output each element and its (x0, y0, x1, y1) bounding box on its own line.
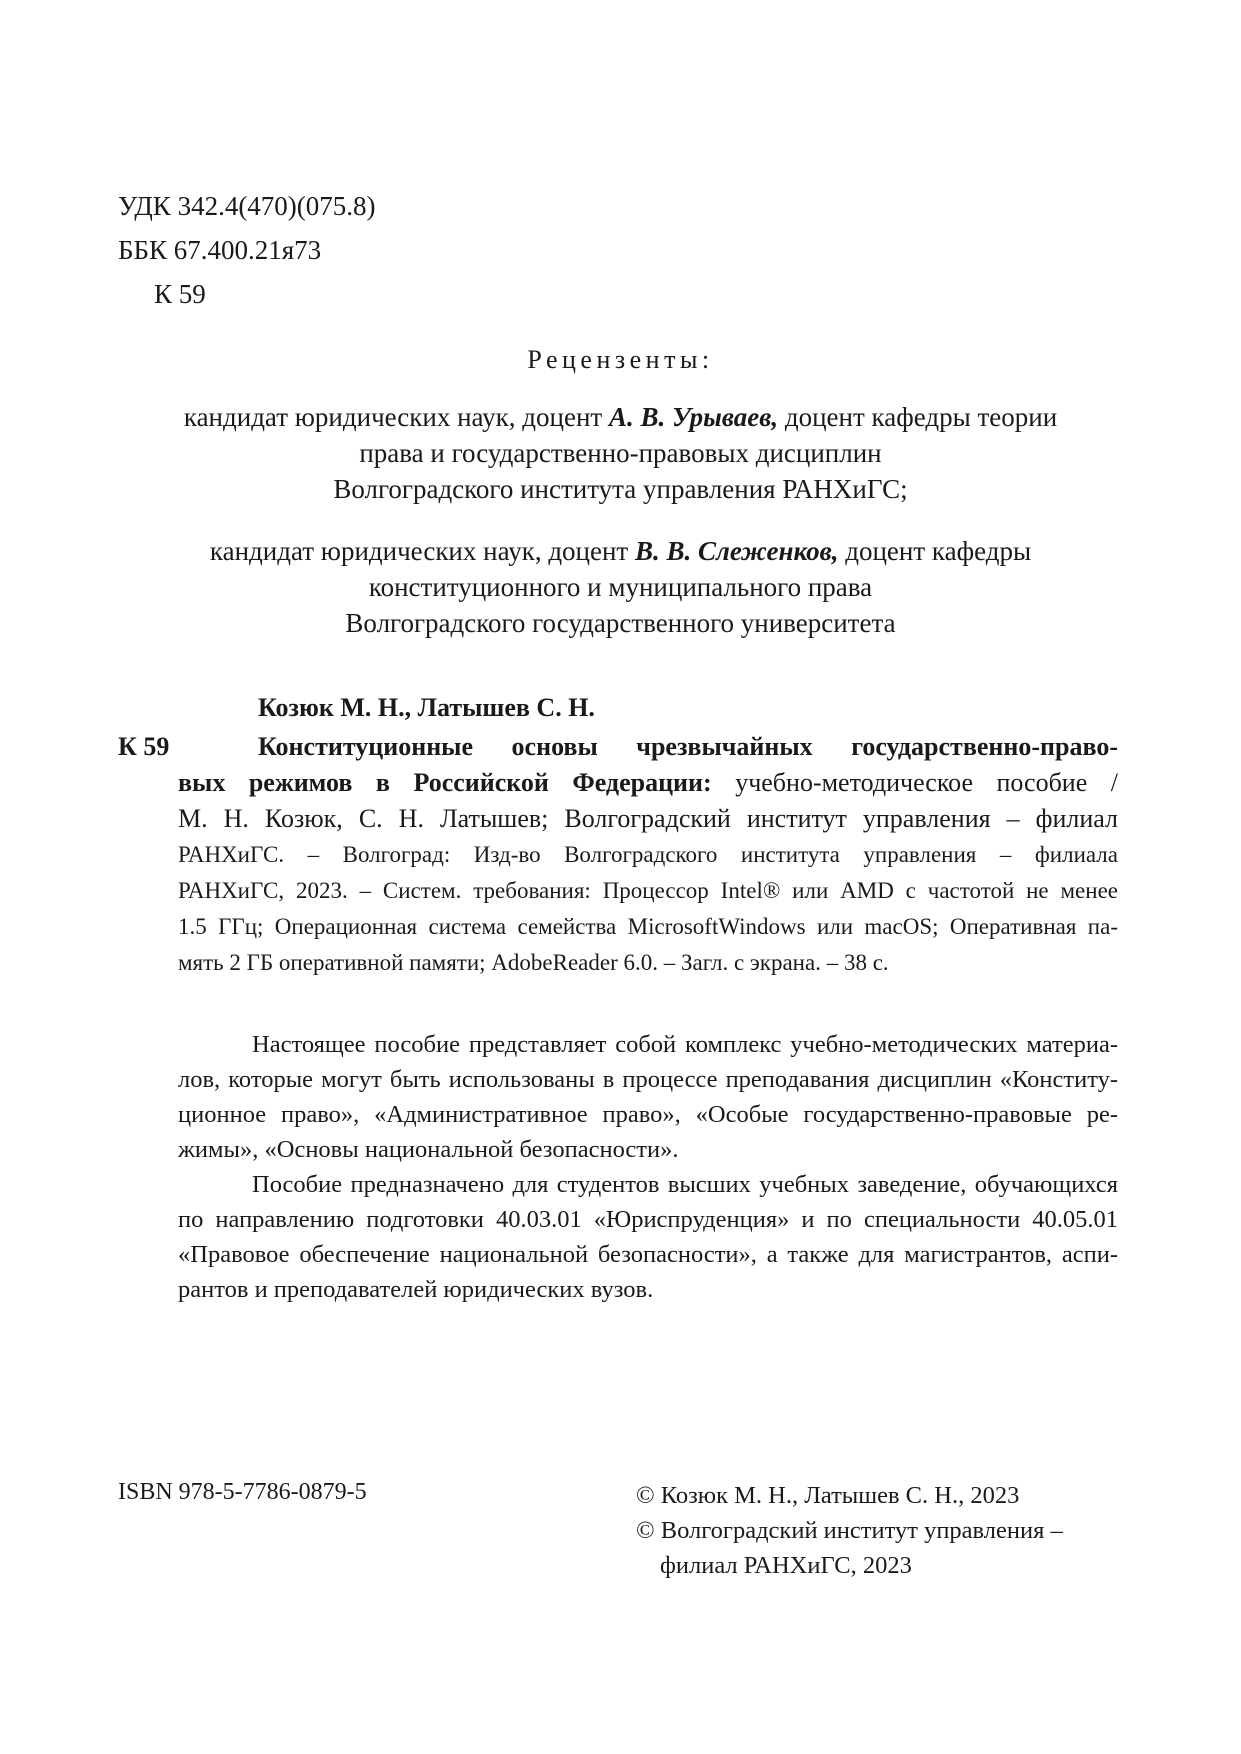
author-mark: К 59 (154, 279, 206, 309)
copyright-block (636, 1478, 1063, 1583)
reviewer-2-line-1: кандидат юридических наук, доцент В. В. Слеженков, доцент кафедры (209, 536, 1032, 566)
reviewer-2 (100, 533, 1141, 641)
reviewer-1-line-3: Волгоградского института управления РАНХиГС; (333, 474, 908, 504)
reviewer-1-line-2: права и государственно-правовых дисциплин (359, 438, 882, 468)
reviewer-2-name: В. В. Слеженков, (634, 536, 839, 566)
authors-heading: Козюк М. Н., Латышев С. Н. (258, 693, 595, 722)
entry-line-4: РАНХиГС. – Волгоград: Изд-во Волгоградского института управления – филиала (178, 842, 1118, 867)
entry-title-line-1: Конституционные основы чрезвычайных государственно-право- (258, 732, 1118, 761)
reviewer-1-line-1: кандидат юридических наук, доцент А. В. Урываев, доцент кафедры теории (183, 402, 1058, 432)
entry-line-7: мять 2 ГБ оперативной памяти; AdobeReader 6.0. – Загл. с экрана. – 38 с. (178, 950, 889, 975)
isbn: ISBN 978-5-7786-0879-5 (118, 1479, 367, 1505)
copyright-institute: © Волгоградский институт управления – (636, 1517, 1063, 1544)
reviewer-2-line-2: конституционного и муниципального права (368, 572, 873, 602)
entry-line-5: РАНХиГС, 2023. – Систем. требования: Процессор Intel® или AMD с частотой не менее (178, 878, 1118, 903)
entry-line-3: М. Н. Козюк, С. Н. Латышев; Волгоградский институт управления – филиал (178, 804, 1118, 833)
reviewer-2-line-3: Волгоградского государственного университета (345, 608, 896, 638)
reviewer-1 (100, 399, 1141, 507)
entry-line-6: 1.5 ГГц; Операционная система семейства MicrosoftWindows или macOS; Оперативная па- (178, 914, 1118, 939)
classification-block (118, 184, 376, 316)
annotation-paragraph-1: Настоящее пособие представляет собой комплекс учебно-методических материа- лов, которые могут быть использованы в процессе преподавания дисциплин «Конститу- ционное право», «Административное право», «Особые государственно-правовые ре- жимы», «Основы национальной безопасности». (178, 1031, 1118, 1163)
annotation-paragraph-2: Пособие предназначено для студентов высших учебных заведение, обучающихся по направлению подготовки 40.03.01 «Юриспруденция» и по специальности 40.05.01 «Правовое обеспечение национальной безопасности», а также для магистрантов, аспи- рантов и преподавателей юридических вузов. (178, 1171, 1118, 1303)
bibliographic-entry (118, 729, 1118, 981)
copyright-authors: © Козюк М. Н., Латышев С. Н., 2023 (636, 1482, 1020, 1509)
bbk-code: ББК 67.400.21я73 (118, 235, 322, 265)
udk-code: УДК 342.4(470)(075.8) (118, 191, 376, 221)
reviewer-1-name: А. В. Урываев, (608, 402, 779, 432)
entry-code: К 59 (118, 732, 170, 761)
reviewers-heading: Рецензенты: (527, 345, 714, 374)
copyright-institute-cont: филиал РАНХиГС, 2023 (660, 1552, 912, 1579)
entry-title-line-2: вых режимов в Российской Федерации: учебно-методическое пособие / (178, 768, 1118, 797)
